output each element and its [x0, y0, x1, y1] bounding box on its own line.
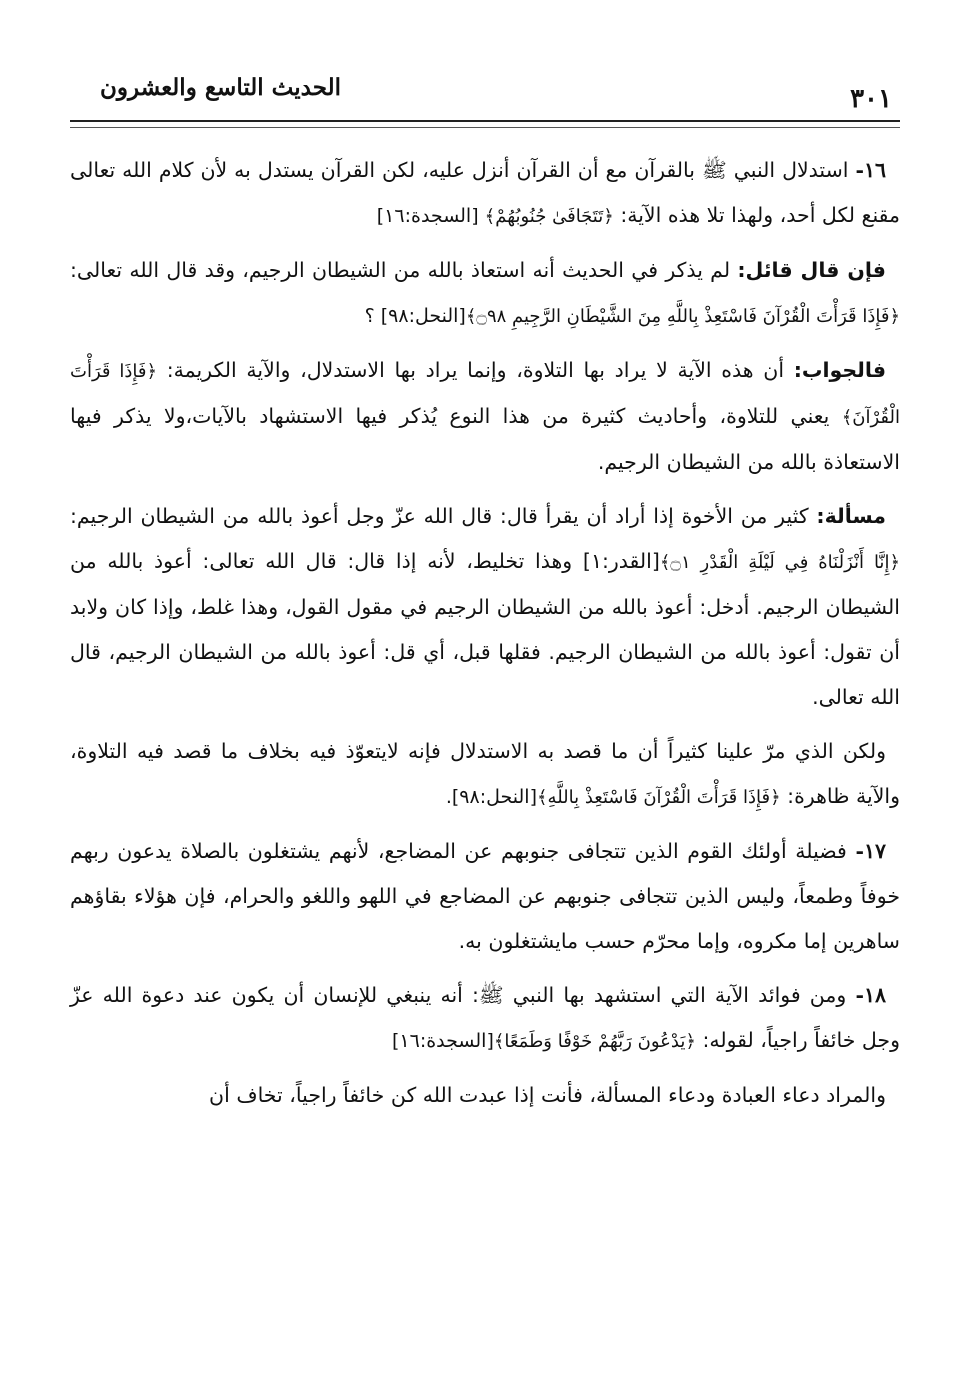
- paragraph-text: لم يذكر في الحديث أنه استعاذ بالله من الشيطان الرجيم، وقد قال الله تعالى:: [70, 258, 738, 282]
- paragraph-text: فضيلة أولئك القوم الذين تتجافى جنوبهم عن المضاجع، لأنهم يشتغلون بالصلاة يدعون ربهم خوفاً وطمعاً، وليس الذين تتجافى جنوبهم عن المضاجع في اللهو واللغو والحرام، فإن هؤلاء بقاؤهم ساهرين إما مكروه، وإما محرّم حسب مايشتغلون به.: [70, 839, 900, 953]
- lead-phrase: فإن قال قائل:: [737, 258, 886, 282]
- quran-verse: ﴿فَإِذَا قَرَأْتَ الْقُرْآنَ﴾: [70, 361, 900, 428]
- paragraph-text: ولكن الذي مرّ علينا كثيراً أن ما قصد به الاستدلال فإنه لايتعوّذ فيه بخلاف ما قصد فيه التلاوة، والآية ظاهرة:: [70, 739, 900, 808]
- paragraph-text: أن هذه الآية لا يراد بها التلاوة، وإنما يراد بها الاستدلال، والآية الكريمة:: [157, 358, 794, 382]
- paragraph-17: [70, 829, 900, 964]
- page-body: [70, 148, 900, 1127]
- item-number: ١٦-: [855, 158, 886, 182]
- page-number: ٣٠١: [850, 84, 892, 114]
- paragraph-text: استدلال النبي ﷺ بالقرآن مع أن القرآن أنزل عليه، لكن القرآن يستدل به لأن كلام الله تعالى مقنع لكل أحد، ولهذا تلا هذه الآية:: [70, 158, 900, 227]
- paragraph-text-continued: [القدر:١] وهذا تخليط، لأنه إذا قال: قال الله تعالى: أعوذ بالله من الشيطان الرجيم. أدخل: أعوذ بالله من الشيطان الرجيم في مقول القول، وهذا غلط، وإذا كان ولابد أن تقول: أعوذ بالله من الشيطان الرجيم. فقلها قبل، أي قل: أعوذ بالله من الشيطان الرجيم، قال الله تعالى.: [70, 549, 900, 709]
- paragraph-answer: [70, 348, 900, 485]
- quran-verse: ﴿يَدْعُونَ رَبَّهُمْ خَوْفًا وَطَمَعًا﴾: [493, 1031, 696, 1052]
- paragraph-issue: [70, 494, 900, 720]
- verse-reference: [السجدة:١٦]: [391, 1030, 494, 1052]
- paragraph-text: كثير من الأخوة إذا أراد أن يقرأ قال: قال الله عزّ وجل أعوذ بالله من الشيطان الرجيم:: [70, 504, 817, 528]
- paragraph-continuation: [70, 1073, 900, 1118]
- paragraph-objection: [70, 248, 900, 339]
- paragraph-text-continued: يعني للتلاوة، وأحاديث كثيرة من هذا النوع يُذكر فيها الاستشهاد بالآيات،ولا يذكر فيها الاستعاذة بالله من الشيطان الرجيم.: [70, 404, 900, 474]
- quran-verse: ﴿فَإِذَا قَرَأْتَ الْقُرْآنَ فَاسْتَعِذْ بِاللَّهِ مِنَ الشَّيْطَانِ الرَّجِيمِ ۝٩٨﴾: [465, 306, 900, 327]
- header-rule: [70, 120, 900, 128]
- verse-reference: [النحل:٩٨] ؟: [364, 305, 466, 327]
- item-number: ١٨-: [855, 983, 886, 1007]
- paragraph-16: [70, 148, 900, 239]
- item-number: ١٧-: [855, 839, 886, 863]
- lead-phrase: مسألة:: [816, 504, 886, 528]
- paragraph-note: [70, 729, 900, 820]
- paragraph-18: [70, 973, 900, 1064]
- book-page: [70, 68, 900, 1368]
- lead-phrase: فالجواب:: [793, 358, 886, 382]
- quran-verse: ﴿إِنَّا أَنْزَلْنَاهُ فِي لَيْلَةِ الْقَدْرِ ۝١﴾: [659, 552, 900, 573]
- paragraph-text: والمراد دعاء العبادة ودعاء المسألة، فأنت إذا عبدت الله كن خائفاً راجياً، تخاف أن: [209, 1083, 886, 1107]
- quran-verse: ﴿فَإِذَا قَرَأْتَ الْقُرْآنَ فَاسْتَعِذْ بِاللَّهِ﴾: [537, 787, 781, 808]
- page-header: [70, 68, 900, 112]
- quran-verse: ﴿تَتَجَافَىٰ جُنُوبُهُمْ﴾: [484, 206, 614, 227]
- verse-reference: [السجدة:١٦]: [376, 205, 485, 227]
- running-title: الحديث التاسع والعشرون: [100, 74, 341, 101]
- paragraph-text: ومن فوائد الآية التي استشهد بها النبي ﷺ: أنه ينبغي للإنسان أن يكون عند دعوة الله عزّ وجل خائفاً راجياً، لقوله:: [70, 983, 900, 1052]
- verse-reference: [النحل:٩٨].: [445, 786, 537, 808]
